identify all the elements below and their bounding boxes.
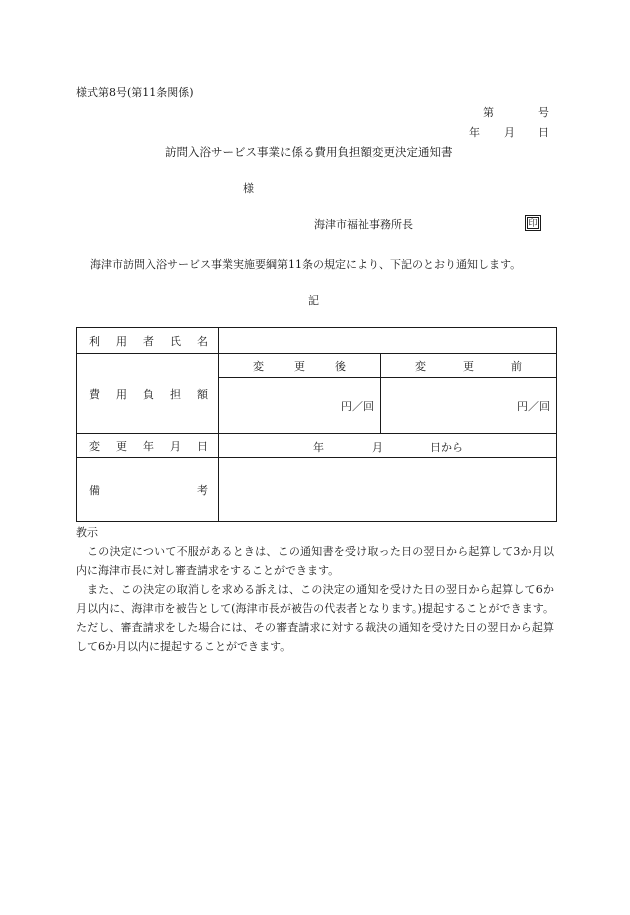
notice-paragraph-2: また、この決定の取消しを求める訴えは、この決定の通知を受けた日の翌日から起算して6か月以内に、海津市を被告として(海津市長が被告の代表者となります。)提起することができます。ただし、審査請求をした場合には、その審査請求に対する裁決の通知を受けた日の翌日から起算して6か月以内に提起することができます。 (76, 583, 554, 653)
seal-char: 印 (528, 219, 538, 229)
seal-stamp (525, 215, 541, 231)
fee-change-table (76, 327, 557, 522)
date-month: 月 (504, 126, 515, 139)
intro-text: 海津市訪問入浴サービス事業実施要綱第11条の規定により、下記のとおり通知します。 (90, 258, 522, 271)
document-title: 訪問入浴サービス事業に係る費用負担額変更決定通知書 (165, 145, 453, 159)
remarks-label-right: 考 (197, 484, 208, 497)
change-date-year: 年 (313, 441, 324, 454)
user-name-value (219, 328, 557, 354)
notice-paragraph-1: この決定について不服があるときは、この通知書を受け取った日の翌日から起算して3か月以内に海津市長に対し審査請求をすることができます。 (76, 545, 554, 577)
date-year: 年 (469, 126, 480, 139)
ki-heading: 記 (308, 294, 319, 307)
recipient-suffix: 様 (243, 182, 254, 195)
date-day: 日 (538, 126, 549, 139)
issuer-name: 海津市福祉事務所長 (314, 218, 413, 231)
form-number: 様式第8号(第11条関係) (76, 86, 194, 99)
doc-number-dai: 第 (483, 106, 494, 119)
cost-label: 費用負担額 (77, 354, 219, 434)
notice-heading: 教示 (76, 526, 98, 539)
remarks-label-left: 備 (89, 484, 100, 497)
change-date-value (219, 434, 557, 458)
change-date-label: 変更年月日 (77, 434, 219, 458)
before-label: 変更前 (381, 354, 557, 378)
cost-after-unit: 円／回 (219, 378, 381, 434)
change-date-month: 月 (372, 441, 383, 454)
remarks-value (219, 458, 557, 522)
after-label: 変更後 (219, 354, 381, 378)
doc-number-go: 号 (538, 106, 549, 119)
change-date-from: 日から (430, 441, 463, 454)
cost-before-unit: 円／回 (381, 378, 557, 434)
user-name-label: 利用者氏名 (77, 328, 219, 354)
remarks-label (77, 458, 219, 522)
